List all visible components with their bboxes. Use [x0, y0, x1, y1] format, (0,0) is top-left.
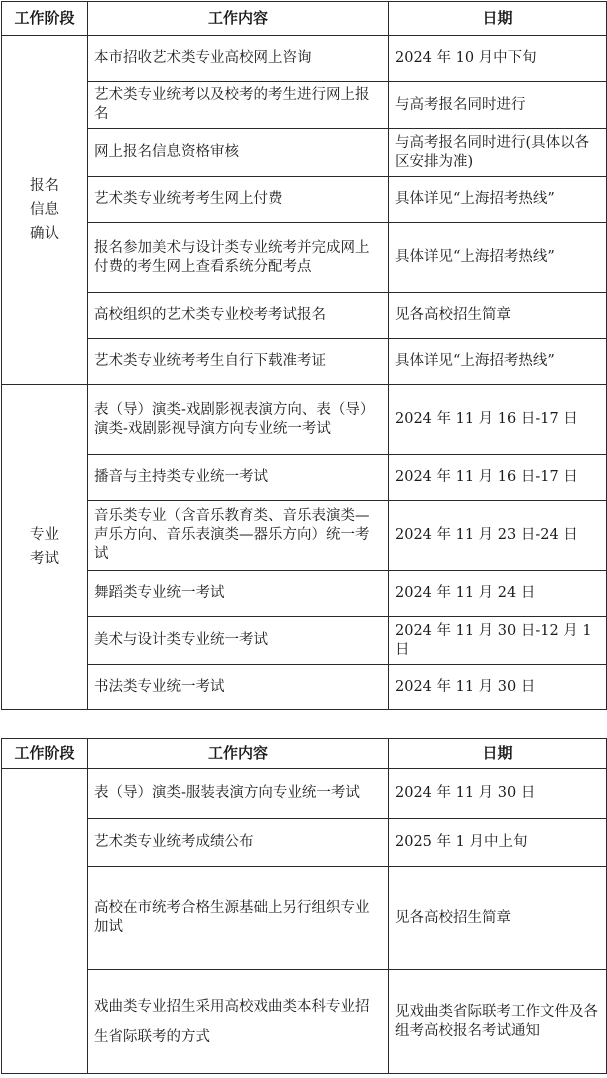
schedule-table-2 [1, 738, 607, 1074]
table-row [2, 36, 607, 82]
header-date: 日期 [389, 739, 607, 769]
table-row [2, 501, 607, 571]
table-row [2, 867, 607, 970]
date-cell: 与高考报名同时进行(具体以各区安排为准) [389, 129, 607, 177]
date-cell: 见各高校招生简章 [389, 867, 607, 970]
content-cell: 艺术类专业统考考生自行下载准考证 [88, 339, 389, 385]
date-cell: 2024 年 11 月 30 日 [389, 769, 607, 819]
content-cell: 播音与主持类专业统一考试 [88, 455, 389, 501]
content-cell: 舞蹈类专业统一考试 [88, 571, 389, 617]
content-cell: 音乐类专业（含音乐教育类、音乐表演类—声乐方向、音乐表演类—器乐方向）统一考试 [88, 501, 389, 571]
stage-label: 专业考试 [30, 527, 59, 567]
content-cell: 高校在市统考合格生源基础上另行组织专业加试 [88, 867, 389, 970]
content-cell: 表（导）演类-服装表演方向专业统一考试 [88, 769, 389, 819]
date-cell: 2024 年 11 月 24 日 [389, 571, 607, 617]
content-cell: 艺术类专业统考成绩公布 [88, 819, 389, 867]
date-cell: 2024 年 11 月 30 日 [389, 665, 607, 710]
table-row [2, 571, 607, 617]
content-cell: 报名参加美术与设计类专业统考并完成网上付费的考生网上查看系统分配考点 [88, 223, 389, 293]
stage-label: 报名信息确认 [30, 178, 59, 242]
table-row [2, 293, 607, 339]
header-content: 工作内容 [88, 2, 389, 36]
table-row [2, 223, 607, 293]
date-cell: 具体详见“上海招考热线” [389, 177, 607, 223]
table-row [2, 665, 607, 710]
table-row [2, 339, 607, 385]
table-row [2, 385, 607, 455]
schedule-table-1 [1, 1, 607, 710]
date-cell: 具体详见“上海招考热线” [389, 339, 607, 385]
stage-cell-exam [2, 385, 88, 710]
content-cell: 戏曲类专业招生采用高校戏曲类本科专业招生省际联考的方式 [88, 970, 389, 1074]
header-date: 日期 [389, 2, 607, 36]
table-row [2, 617, 607, 665]
date-cell: 2024 年 11 月 30 日-12 月 1 日 [389, 617, 607, 665]
header-stage: 工作阶段 [2, 2, 88, 36]
header-content: 工作内容 [88, 739, 389, 769]
content-cell: 高校组织的艺术类专业校考考试报名 [88, 293, 389, 339]
stage-cell-empty [2, 769, 88, 1074]
date-cell: 2024 年 11 月 16 日-17 日 [389, 455, 607, 501]
table-row [2, 82, 607, 129]
content-cell: 表（导）演类-戏剧影视表演方向、表（导）演类-戏剧影视导演方向专业统一考试 [88, 385, 389, 455]
stage-cell-registration [2, 36, 88, 385]
date-cell: 2025 年 1 月中上旬 [389, 819, 607, 867]
table-row [2, 129, 607, 177]
date-cell: 见戏曲类省际联考工作文件及各组考高校报名考试通知 [389, 970, 607, 1074]
date-cell: 2024 年 11 月 23 日-24 日 [389, 501, 607, 571]
table-header-row [2, 739, 607, 769]
content-cell: 艺术类专业统考考生网上付费 [88, 177, 389, 223]
date-cell: 2024 年 10 月中下旬 [389, 36, 607, 82]
table-row [2, 455, 607, 501]
date-cell: 2024 年 11 月 16 日-17 日 [389, 385, 607, 455]
table-row [2, 819, 607, 867]
date-cell: 具体详见“上海招考热线” [389, 223, 607, 293]
content-cell: 书法类专业统一考试 [88, 665, 389, 710]
table-header-row [2, 2, 607, 36]
table-row [2, 177, 607, 223]
header-stage: 工作阶段 [2, 739, 88, 769]
date-cell: 与高考报名同时进行 [389, 82, 607, 129]
content-cell: 艺术类专业统考以及校考的考生进行网上报名 [88, 82, 389, 129]
content-cell: 本市招收艺术类专业高校网上咨询 [88, 36, 389, 82]
table-row [2, 769, 607, 819]
date-cell: 见各高校招生简章 [389, 293, 607, 339]
content-cell: 美术与设计类专业统一考试 [88, 617, 389, 665]
table-row [2, 970, 607, 1074]
content-cell: 网上报名信息资格审核 [88, 129, 389, 177]
